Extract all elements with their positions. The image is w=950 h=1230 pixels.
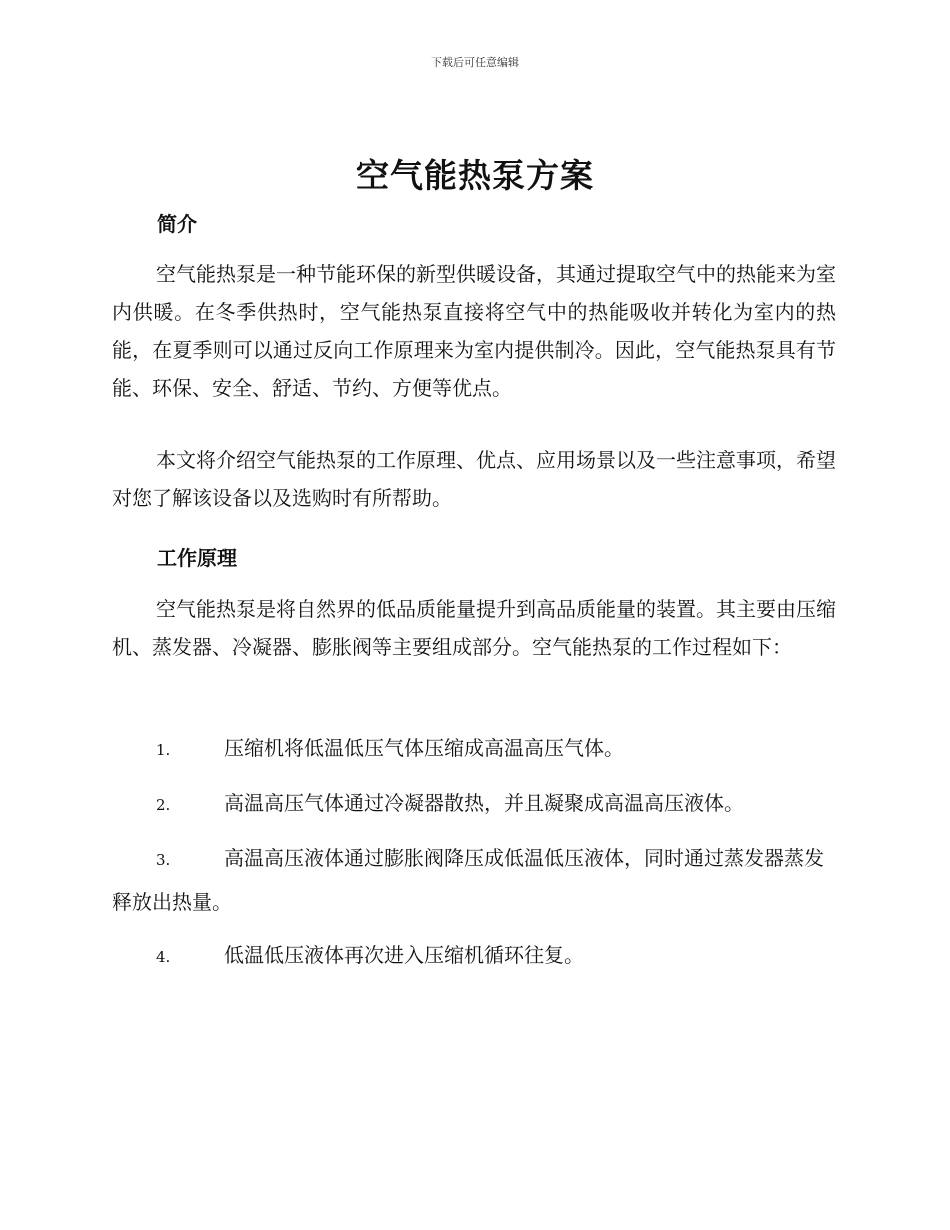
document-title: 空气能热泵方案: [356, 156, 594, 195]
paragraph-intro-2: 本文将介绍空气能热泵的工作原理、优点、应用场景以及一些注意事项，希望对您了解该设备以及选购时有所帮助。: [112, 448, 836, 510]
list-item: [112, 727, 836, 771]
list-item: [112, 837, 836, 923]
list-item-text: 压缩机将低温低压气体压缩成高温高压气体。: [224, 736, 624, 760]
paragraph-principle-1: 空气能热泵是将自然界的低品质能量提升到高品质能量的装置。其主要由压缩机、蒸发器、冷凝器、膨胀阀等主要组成部分。空气能热泵的工作过程如下：: [112, 597, 836, 659]
paragraph-intro-1: 空气能热泵是一种节能环保的新型供暖设备，其通过提取空气中的热能来为室内供暖。在冬季供热时，空气能热泵直接将空气中的热能吸收并转化为室内的热能，在夏季则可以通过反向工作原理来为室内提供制冷。因此，空气能热泵具有节能、环保、安全、舒适、节约、方便等优点。: [112, 262, 836, 400]
list-item-text: 低温低压液体再次进入压缩机循环往复。: [224, 943, 584, 967]
page-header-note: 下载后可任意编辑: [431, 56, 519, 69]
list-item-text: 高温高压液体通过膨胀阀降压成低温低压液体，同时通过蒸发器蒸发释放出热量。: [112, 846, 824, 914]
list-item-number: 4.: [156, 948, 171, 966]
list-item: [112, 782, 836, 826]
section-heading-intro: 简介: [157, 212, 197, 236]
list-item-number: 3.: [156, 851, 171, 869]
list-item-number: 1.: [156, 741, 171, 759]
list-item: [112, 934, 836, 978]
section-heading-principle: 工作原理: [157, 546, 237, 570]
list-item-text: 高温高压气体通过冷凝器散热，并且凝聚成高温高压液体。: [224, 791, 744, 815]
list-item-number: 2.: [156, 796, 171, 814]
